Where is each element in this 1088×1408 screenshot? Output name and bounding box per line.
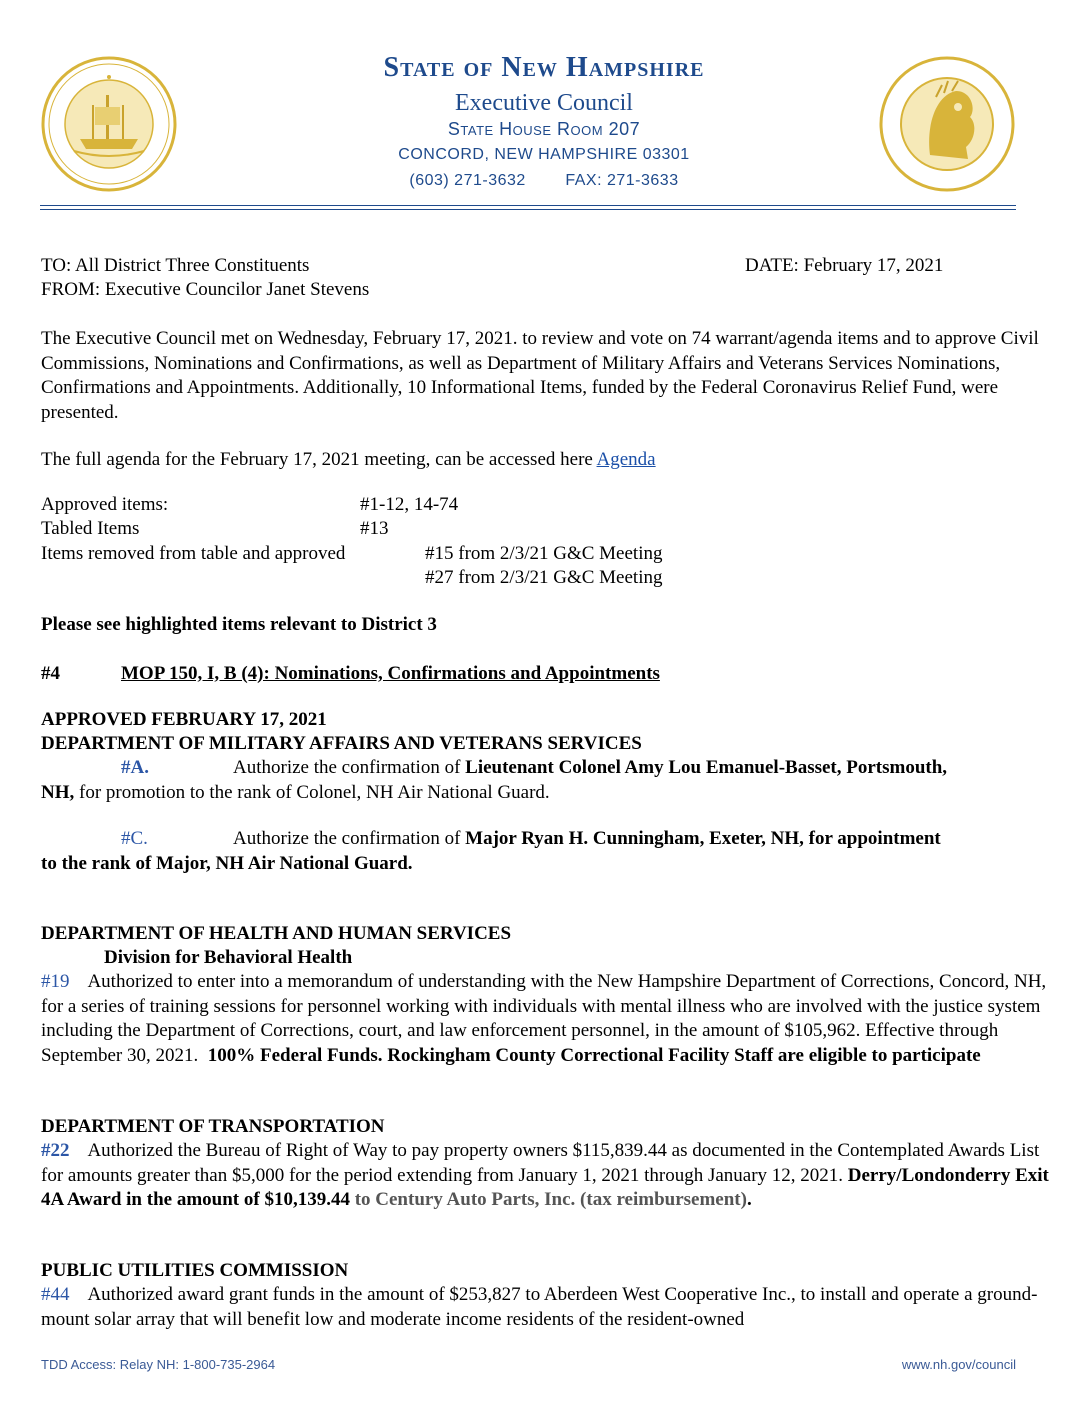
item-a-num-text: #A.: [121, 757, 149, 778]
item22-recipient: to Century Auto Parts, Inc. (tax reimbursement): [354, 1189, 747, 1210]
item-a-name: Lieutenant Colonel Amy Lou Emanuel-Basset, Portsmouth,: [465, 757, 948, 778]
item22-end: .: [746, 1189, 752, 1210]
header-fax: FAX: 271-3633: [565, 172, 679, 189]
item19-number: #19: [41, 971, 70, 992]
item-a-line2: [41, 781, 550, 806]
item-c-number: [121, 827, 148, 852]
dhhs-heading: DEPARTMENT OF HEALTH AND HUMAN SERVICES: [41, 923, 512, 944]
footer-url: www.nh.gov/council: [901, 1357, 1016, 1372]
header-title: State of New Hampshire: [383, 52, 705, 83]
dot-heading: DEPARTMENT OF TRANSPORTATION: [41, 1116, 385, 1137]
dhhs-division: Division for Behavioral Health: [104, 947, 353, 968]
removed-item-1: #15 from 2/3/21 G&C Meeting: [425, 543, 663, 564]
item-a-state: NH,: [41, 782, 75, 803]
header-phone: (603) 271-3632: [409, 172, 526, 189]
approved-value: #1-12, 14-74: [360, 494, 459, 515]
item44-number: #44: [41, 1284, 70, 1305]
item-a-intro: Authorize the confirmation of: [233, 757, 461, 778]
item44-text: Authorized award grant funds in the amount of $253,827 to Aberdeen West Cooperative Inc., to install and operate a ground-mount solar array that will benefit low and moderate income residents of the resident-owned: [41, 1284, 1038, 1330]
item4-title: MOP 150, I, B (4): Nominations, Confirmations and Appointments: [121, 663, 660, 684]
item22-number: #22: [41, 1140, 70, 1161]
item-c-name: Major Ryan H. Cunningham, Exeter, NH, for appointment: [465, 828, 941, 849]
header-room: State House Room 207: [447, 119, 641, 139]
item-c-line2: to the rank of Major, NH Air National Guard.: [41, 853, 413, 874]
item4-number: #4: [41, 663, 60, 684]
item-a-number: [121, 756, 149, 781]
agenda-line: [41, 448, 656, 473]
item22-paragraph: [41, 1139, 1051, 1213]
item19-eligibility: Rockingham County Correctional Facility Staff are eligible to participate: [387, 1044, 981, 1066]
item-a-rest: for promotion to the rank of Colonel, NH Air National Guard.: [79, 782, 550, 803]
agenda-text: The full agenda for the February 17, 2021 meeting, can be accessed here: [41, 449, 593, 470]
approved-label: Approved items:: [41, 494, 169, 515]
item44-paragraph: [41, 1283, 1051, 1332]
item-a-line1: [233, 756, 947, 781]
highlight-note: Please see highlighted items relevant to District 3: [41, 614, 437, 635]
item22-text: Authorized the Bureau of Right of Way to pay property owners $115,839.44 as documented in the Contemplated Awards List for amounts greater than $5,000 for the period extending from January 1, 2021 through January 12, 2021.: [41, 1140, 1040, 1186]
item22-award: Derry/Londonderry Exit 4A Award in the amount of $10,139.44: [41, 1164, 1049, 1210]
header-subtitle: Executive Council: [455, 90, 633, 116]
item-c-intro: Authorize the confirmation of: [233, 828, 461, 849]
removed-label: Items removed from table and approved: [41, 543, 346, 564]
intro-paragraph: The Executive Council met on Wednesday, February 17, 2021. to review and vote on 74 warrant/agenda items and to approve Civil Commissions, Nominations and Confirmations, as well as Department of Military Affairs and Veterans Services Nominations, Confirmations and Appointments. Additionally, 10 Informational Items, funded by the Federal Coronavirus Relief Fund, were presented.: [41, 328, 1039, 423]
memo-to: TO: All District Three Constituents: [41, 255, 310, 276]
header-rule-bottom: [40, 209, 1016, 210]
header-city: CONCORD, NEW HAMPSHIRE 03301: [398, 146, 690, 163]
item-c-num-text: #C.: [121, 828, 148, 849]
removed-item-2: #27 from 2/3/21 G&C Meeting: [425, 567, 663, 588]
header-phone-fax: [0, 172, 1088, 190]
header-rule-top: [40, 205, 1016, 206]
tabled-label: Tabled Items: [41, 518, 140, 539]
item19-paragraph: [41, 970, 1051, 1068]
dmavs-heading: DEPARTMENT OF MILITARY AFFAIRS AND VETERANS SERVICES: [41, 733, 642, 754]
item-c-line1: [233, 827, 941, 852]
item19-text: Authorized to enter into a memorandum of understanding with the New Hampshire Department of Corrections, Concord, NH, for a series of training sessions for personnel working with individuals with mental illness who are involved with the justice system including the Department of Corrections, court, and law enforcement personnel, in the amount of $105,962. Effective through September 30, 2021.: [41, 971, 1047, 1066]
agenda-link[interactable]: Agenda: [596, 449, 656, 470]
puc-heading: PUBLIC UTILITIES COMMISSION: [41, 1260, 349, 1281]
memo-date: DATE: February 17, 2021: [745, 255, 944, 276]
memo-from: FROM: Executive Councilor Janet Stevens: [41, 279, 370, 300]
item19-funds: 100% Federal Funds.: [207, 1044, 383, 1066]
footer-tdd: TDD Access: Relay NH: 1-800-735-2964: [41, 1357, 276, 1372]
tabled-value: #13: [360, 518, 389, 539]
approved-date-heading: APPROVED FEBRUARY 17, 2021: [41, 709, 327, 730]
